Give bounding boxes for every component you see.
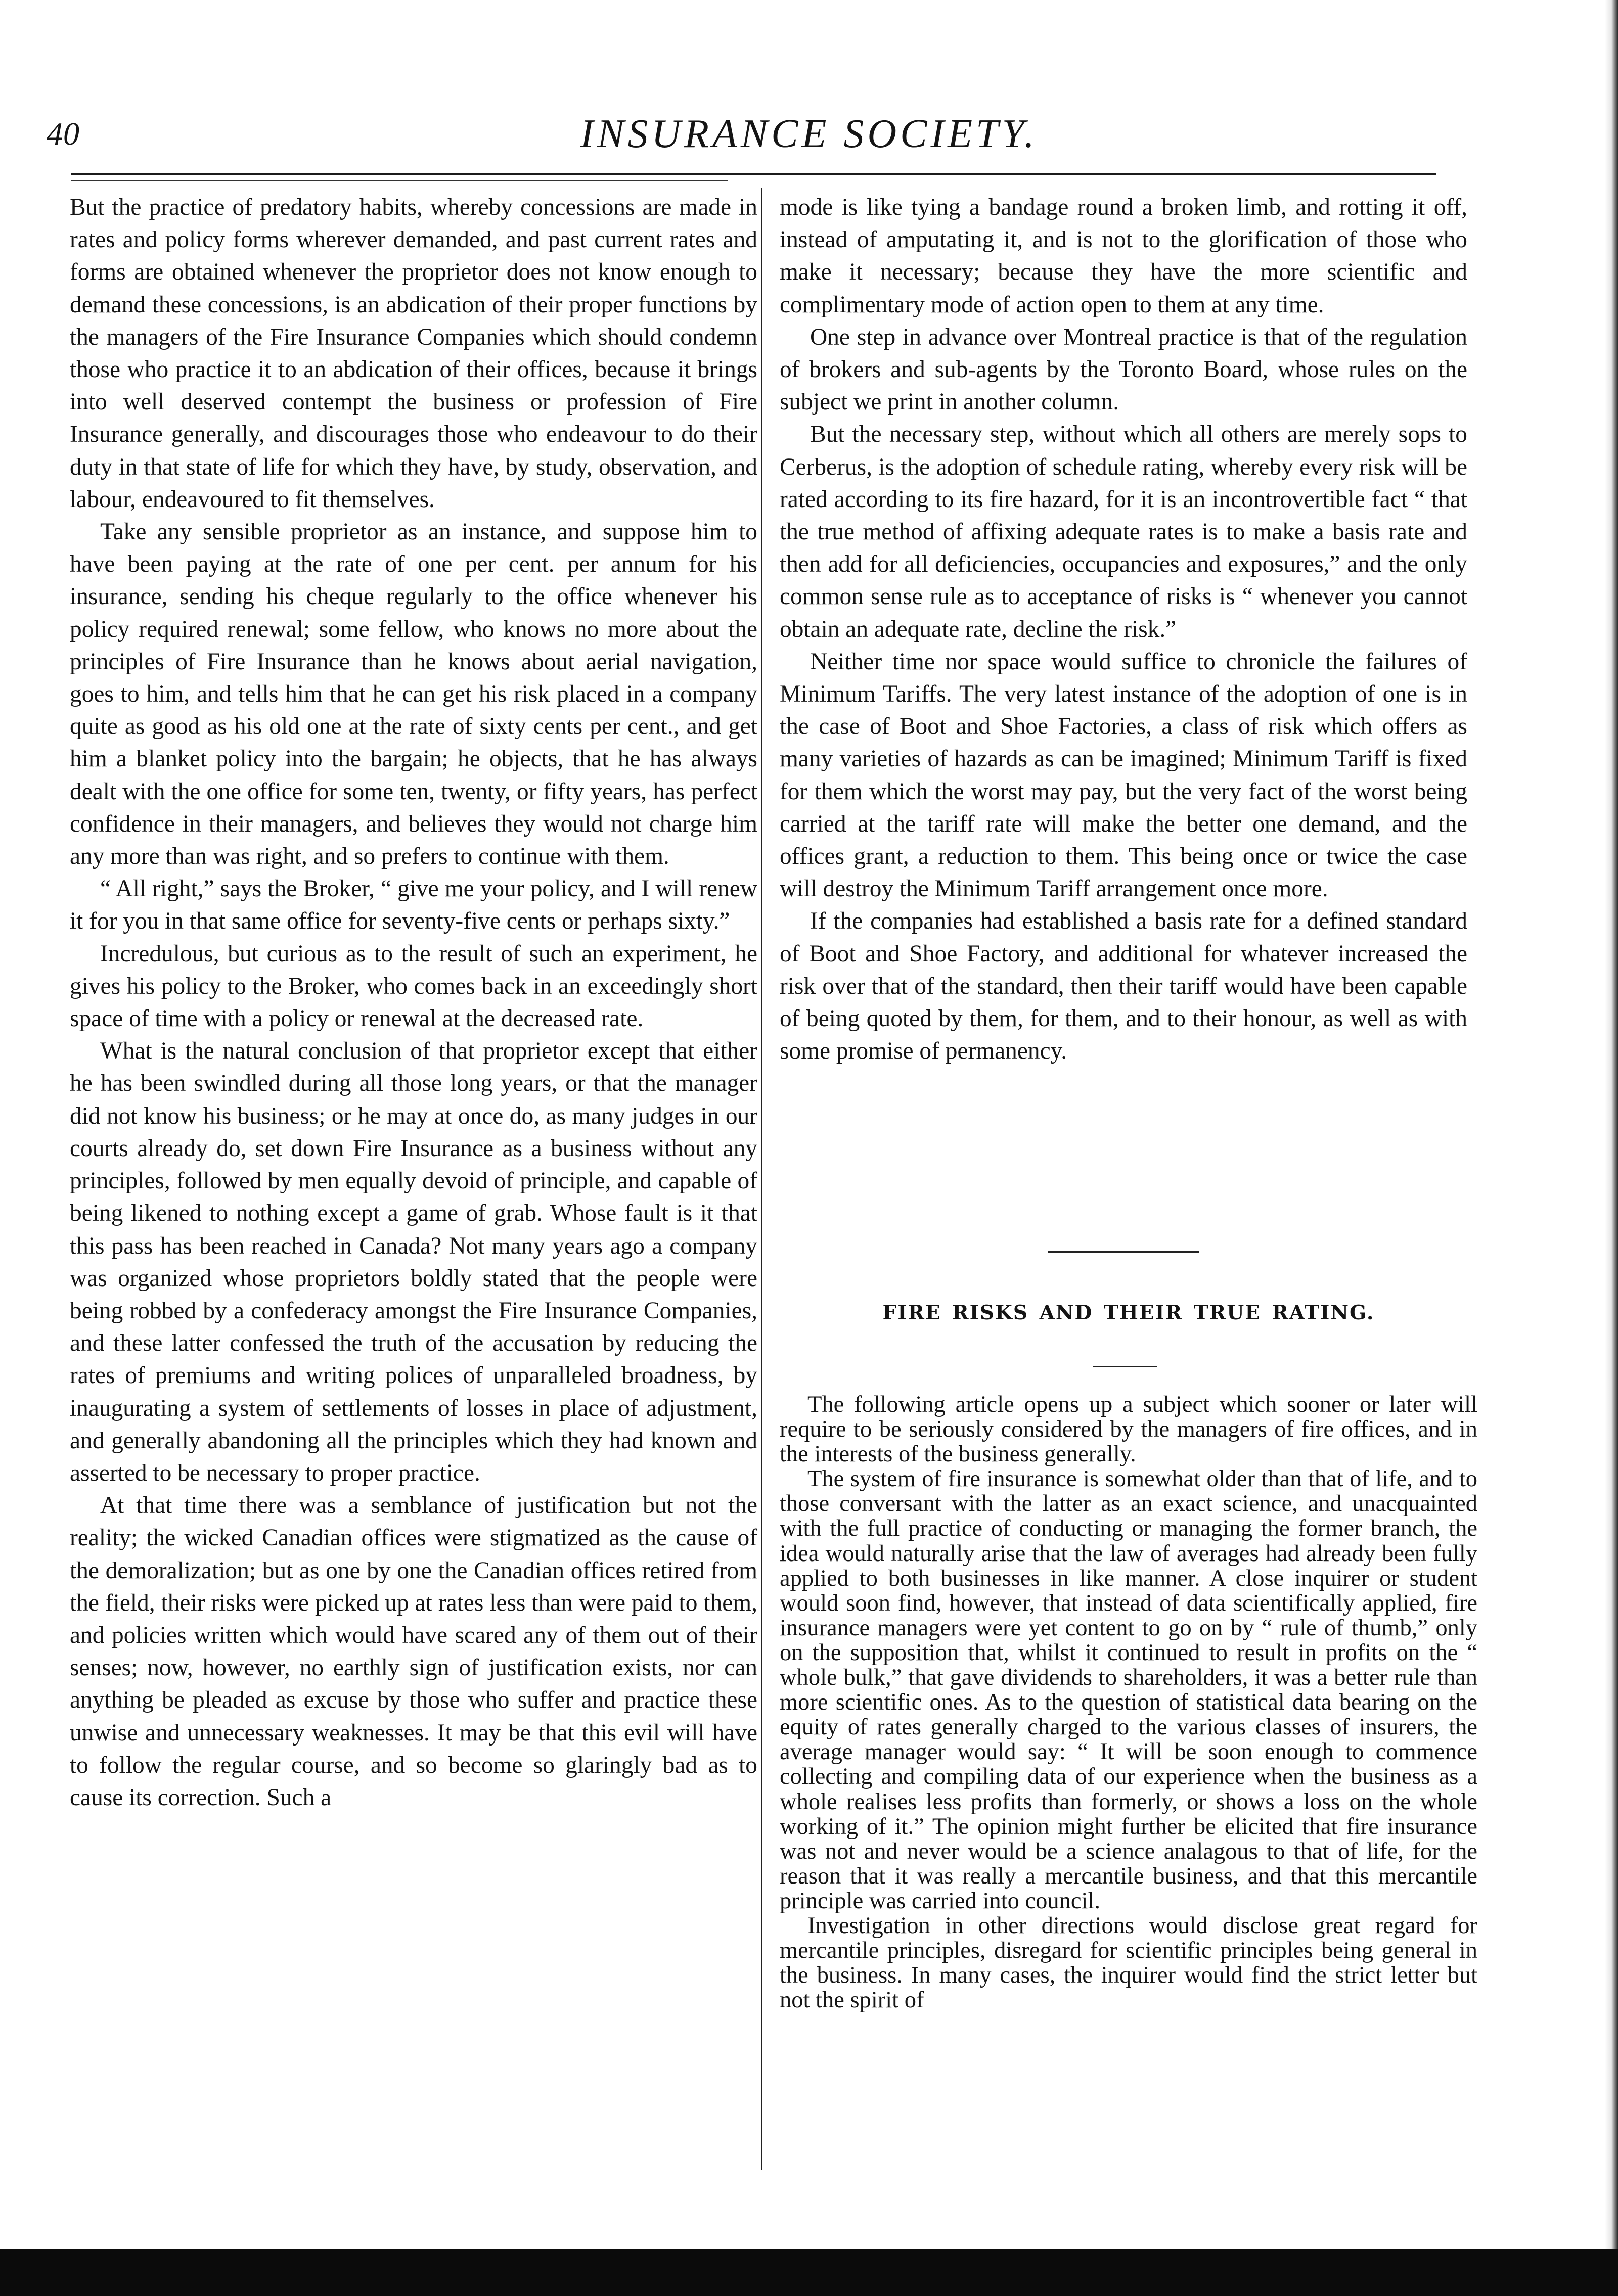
paragraph: mode is like tying a bandage round a broken limb, and rotting it off, instead of amputating it, and is not to the glorification of those who make it necessary; because they have the more scientific and complimentary mode of action open to them at any time. — [780, 194, 1467, 318]
left-column — [70, 191, 757, 1814]
paragraph: Investigation in other directions would disclose great regard for mercantile principles, disregard for scientific principles being general in the business. In many cases, the inquirer would find the strict letter but not the spirit of — [780, 1912, 1477, 2013]
column-divider — [761, 188, 762, 2170]
right-column — [780, 191, 1467, 1067]
paragraph: But the practice of predatory habits, whereby concessions are made in rates and policy forms wherever demanded, and past current rates and forms are obtained whenever the proprietor does not know enough to demand these concessions, is an abdication of their proper functions by the managers of the Fire Insurance Companies which should condemn those who practice it to an abdication of their offices, because it brings into well deserved contempt the business or profession of Fire Insurance generally, and discourages those who endeavour to do their duty in that state of life for which they have, by study, observation, and labour, endeavoured to fit themselves. — [70, 194, 757, 513]
page-edge-shadow — [1605, 0, 1618, 2249]
header-rule-secondary — [71, 180, 728, 181]
running-head-title: INSURANCE SOCIETY. — [580, 112, 1038, 156]
article-body — [780, 1392, 1477, 2012]
paragraph: Neither time nor space would suffice to chronicle the failures of Minimum Tariffs. The very latest instance of the adoption of one is in the case of Boot and Shoe Factories, a class of risk which offers as many varieties of hazards as can be imagined; Minimum Tariff is fixed for them which the worst may pay, but the very fact of the worst being carried at the tariff rate will make the better one demand, and the offices grant, a reduction to them. This being once or twice the case will destroy the Minimum Tariff arrangement once more. — [780, 648, 1467, 902]
paragraph: But the necessary step, without which all others are merely sops to Cerberus, is the adoption of schedule rating, whereby every risk will be rated according to its fire hazard, for it is an incontrovertible fact “ that the true method of affixing adequate rates is to make a basis rate and then add for all deficiencies, occupancies and exposures,” and the only common sense rule as to acceptance of risks is “ whenever you cannot obtain an adequate rate, decline the risk.” — [780, 421, 1467, 642]
paragraph: Take any sensible proprietor as an instance, and suppose him to have been paying at the rate of one per cent. per annum for his insurance, sending his cheque regularly to the office whenever his policy required renewal; some fellow, who knows no more about the principles of Fire Insurance than he knows about aerial navigation, goes to him, and tells him that he can get his risk placed in a company quite as good as his old one at the rate of sixty cents per cent., and get him a blanket policy into the bargain; he objects, that he has always dealt with the one office for some ten, twenty, or fifty years, has perfect confidence in their managers, and believes they would not charge him any more than was right, and so prefers to continue with them. — [70, 519, 757, 870]
header-rule — [71, 173, 1436, 175]
article-title: FIRE RISKS AND THEIR TRUE RATING. — [882, 1301, 1375, 1324]
paragraph: “ All right,” says the Broker, “ give me your policy, and I will renew it for you in that same office for seventy-five cents or perhaps sixty.” — [70, 876, 757, 935]
paragraph: The following article opens up a subject which sooner or later will require to be seriously considered by the managers of fire offices, and in the interests of the business generally. — [780, 1392, 1477, 1467]
paragraph: One step in advance over Montreal practice is that of the regulation of brokers and sub-agents by the Toronto Board, whose rules on the subject we print in another column. — [780, 324, 1467, 416]
page-number: 40 — [47, 116, 80, 152]
paragraph: If the companies had established a basis rate for a defined standard of Boot and Shoe Factory, and additional for whatever increased the risk over that of the standard, then their tariff would have been capable of being quoted by them, for them, and to their honour, as well as with some promise of permanency. — [780, 908, 1467, 1065]
paragraph: At that time there was a semblance of justification but not the reality; the wicked Canadian offices were stigmatized as the cause of the demoralization; but as one by one the Canadian offices retired from the field, their risks were picked up at rates less than were paid to them, and policies written which would have scared any of them out of their senses; now, however, no earthly sign of justification exists, nor can anything be pleaded as excuse by those who suffer and practice these unwise and unnecessary weaknesses. It may be that this evil will have to follow the regular course, and so become so glaringly bad as to cause its correction. Such a — [70, 1492, 757, 1811]
scan-bottom-band — [0, 2249, 1618, 2296]
paragraph: Incredulous, but curious as to the result of such an experiment, he gives his policy to the Broker, who comes back in an exceedingly short space of time with a policy or renewal at the decreased rate. — [70, 940, 757, 1032]
paragraph: What is the natural conclusion of that proprietor except that either he has been swindled during all those long years, or that the manager did not know his business; or he may at once do, as many judges in our courts already do, set down Fire Insurance as a business without any principles, followed by men equally devoid of principle, and capable of being likened to nothing except a game of grab. Whose fault is it that this pass has been reached in Canada? Not many years ago a company was organized whose proprietors boldly stated that the people were being robbed by a confederacy amongst the Fire Insurance Companies, and these latter confessed the truth of the accusation by reducing the rates of premiums and writing polices of unparalleled broadness, by inaugurating a system of settlements of losses in place of adjustment, and generally abandoning all the principles which they had known and asserted to be necessary to proper practice. — [70, 1038, 757, 1486]
section-divider-rule — [1048, 1251, 1199, 1253]
paragraph: The system of fire insurance is somewhat older than that of life, and to those conversant with the latter as an exact science, and unacquainted with the full practice of conducting or managing the former branch, the idea would naturally arise that the law of averages had already been fully applied to both businesses in like manner. A close inquirer or student would soon find, however, that instead of data scientifically applied, fire insurance managers were yet content to go on by “ rule of thumb,” only on the supposition that, whilst it continued to result in profits on the “ whole bulk,” that gave dividends to shareholders, it was a better rule than more scientific ones. As to the question of statistical data bearing on the equity of rates generally charged to the various classes of insurers, the average manager would say: “ It will be soon enough to commence collecting and compiling data of our experience when the business as a whole realises less profits than formerly, or shows a loss on the whole working of it.” The opinion might further be elicited that fire insurance was not and never would be a science analagous to that of life, for the reason that it was really a mercantile business, and that this mercantile principle was carried into council. — [780, 1466, 1477, 1914]
title-underline-rule — [1093, 1366, 1157, 1367]
